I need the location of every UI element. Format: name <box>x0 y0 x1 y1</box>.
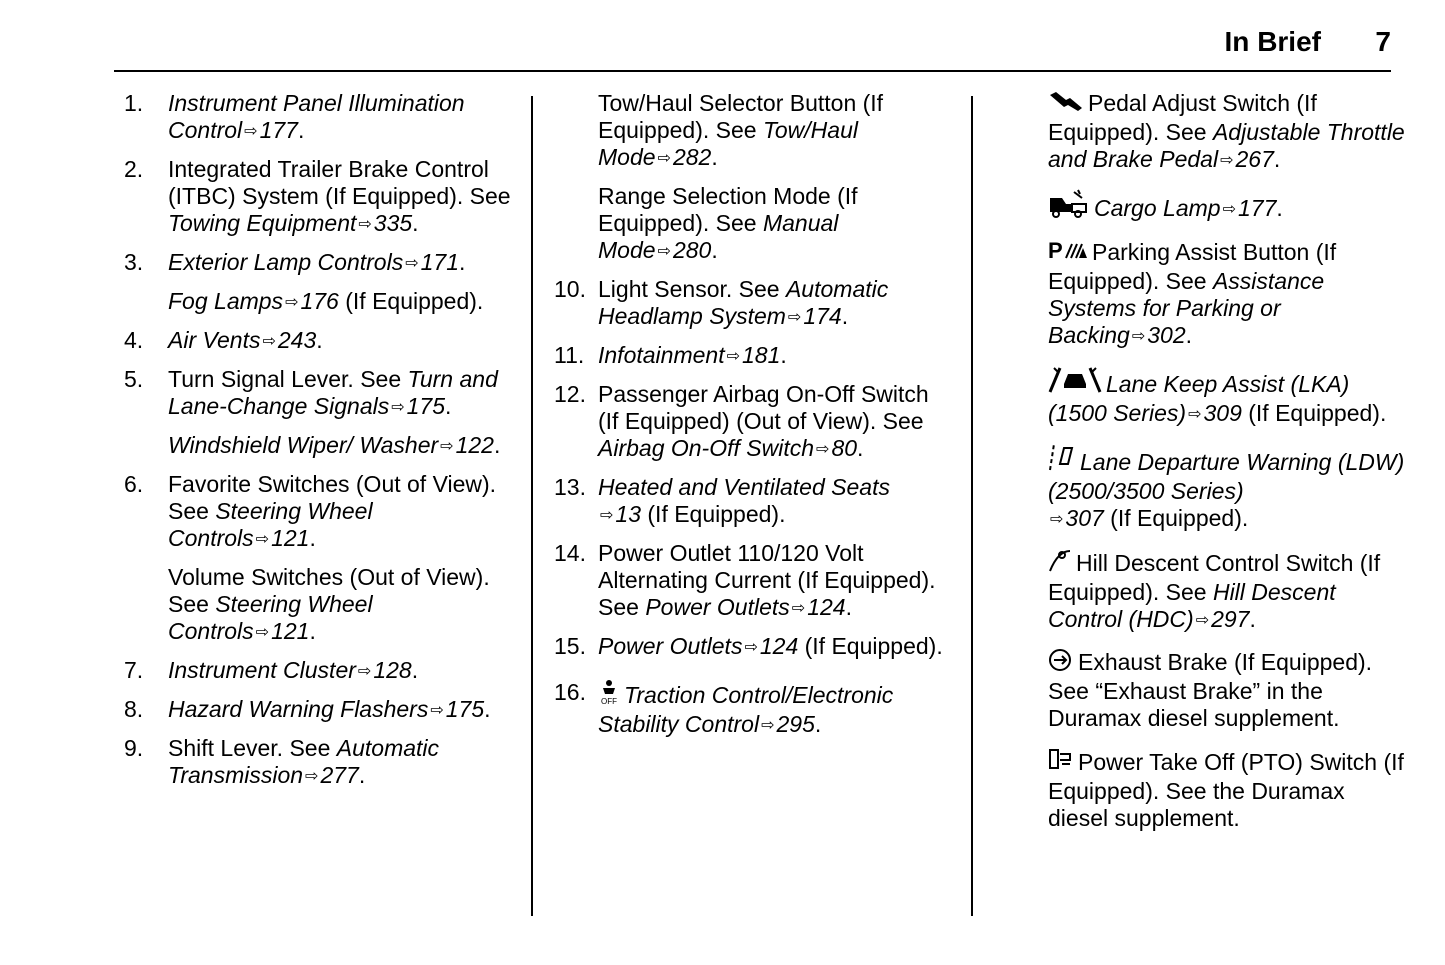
page-arrow-icon: ⇨ <box>1220 152 1234 169</box>
cross-reference[interactable]: Lane Departure Warning (LDW) (2500/3500 Series) <box>1048 449 1405 504</box>
page-arrow-icon: ⇨ <box>600 507 614 524</box>
cross-reference[interactable]: Windshield Wiper/ Washer <box>168 432 439 458</box>
cross-reference[interactable]: Instrument Cluster <box>168 657 356 683</box>
list-item-continuation: Volume Switches (Out of View). See Steering Wheel Controls ⇨121. <box>168 564 490 644</box>
column-2 <box>554 90 954 750</box>
lane-keep-assist-icon <box>1048 364 1102 400</box>
svg-text:OFF: OFF <box>601 697 617 705</box>
list-item: 9. Shift Lever. See Automatic Transmission ⇨277. <box>124 735 440 788</box>
list-item: 2. Integrated Trailer Brake Control (ITBC) System (If Equipped). See Towing Equipment ⇨335. <box>124 156 511 236</box>
page-arrow-icon: ⇨ <box>787 309 802 326</box>
list-item: Power Take Off (PTO) Switch (If Equipped). See the Duramax diesel supplement. <box>1048 746 1408 832</box>
list-item: 4. Air Vents ⇨243. <box>124 327 323 353</box>
page-arrow-icon: ⇨ <box>1131 328 1146 345</box>
list-item: 13. Heated and Ventilated Seats ⇨13 (If Equipped). <box>554 474 890 527</box>
list-item: 15. Power Outlets ⇨124 (If Equipped). <box>554 633 943 659</box>
cross-reference[interactable]: Cargo Lamp <box>1094 195 1221 221</box>
list-item: 10. Light Sensor. See Automatic Headlamp System ⇨174. <box>554 276 889 329</box>
pedal-adjust-icon <box>1048 91 1084 119</box>
list-item: Lane Keep Assist (LKA) (1500 Series) ⇨309 (If Equipped). <box>1048 364 1408 428</box>
cross-reference[interactable]: Traction Control/Electronic Stability Control <box>598 682 894 737</box>
parking-assist-icon <box>1048 238 1088 268</box>
list-item-continuation: Range Selection Mode (If Equipped). See Manual Mode ⇨280. <box>598 183 858 263</box>
cross-reference[interactable]: Airbag On-Off Switch <box>598 435 815 461</box>
page-arrow-icon: ⇨ <box>791 600 806 617</box>
exhaust-brake-icon <box>1048 648 1074 678</box>
page-arrow-icon: ⇨ <box>440 438 454 455</box>
page-arrow-icon: ⇨ <box>726 348 740 365</box>
cross-reference[interactable]: Automatic Headlamp System <box>598 276 889 329</box>
page-arrow-icon: ⇨ <box>244 123 258 140</box>
hill-descent-icon <box>1048 547 1072 579</box>
section-title: In Brief <box>1224 26 1321 57</box>
page-header <box>0 0 1445 72</box>
cross-reference[interactable]: Exterior Lamp Controls <box>168 249 404 275</box>
page-arrow-icon: ⇨ <box>285 294 299 311</box>
cross-reference[interactable]: Automatic Transmission <box>168 735 440 788</box>
page-number: 7 <box>1375 26 1391 57</box>
list-item: 11. Infotainment ⇨181. <box>554 342 787 368</box>
cross-reference[interactable]: Towing Equipment <box>168 210 357 236</box>
page-arrow-icon: ⇨ <box>430 702 444 719</box>
lane-departure-warning-icon <box>1048 442 1076 478</box>
cross-reference[interactable]: Hazard Warning Flashers <box>168 696 429 722</box>
column-divider <box>531 96 533 916</box>
page-arrow-icon: ⇨ <box>262 333 276 350</box>
svg-text:P: P <box>1048 238 1063 262</box>
cross-reference[interactable]: Turn and Lane-Change Signals <box>168 366 498 419</box>
cross-reference[interactable]: Adjustable Throttle and Brake Pedal <box>1048 119 1405 172</box>
page-arrow-icon: ⇨ <box>1195 612 1210 629</box>
page-arrow-icon: ⇨ <box>305 768 319 785</box>
list-item: 1. Instrument Panel Illumination Control ⇨177. <box>124 90 465 143</box>
cross-reference[interactable]: Power Outlets <box>598 633 743 659</box>
list-item: 7. Instrument Cluster ⇨128. <box>124 657 419 683</box>
cross-reference[interactable]: Lane Keep Assist (LKA) (1500 Series) <box>1048 371 1350 426</box>
column-divider <box>971 96 973 916</box>
cross-reference[interactable]: Steering Wheel Controls <box>168 591 373 644</box>
cross-reference[interactable]: Instrument Panel Illumination Control <box>168 90 465 143</box>
cross-reference[interactable]: Assistance Systems for Parking or Backing <box>1048 268 1325 348</box>
page-arrow-icon: ⇨ <box>657 150 671 167</box>
page-arrow-icon: ⇨ <box>405 255 419 272</box>
column-3 <box>1048 90 1408 846</box>
cross-reference[interactable]: Heated and Ventilated Seats <box>598 474 890 500</box>
page-arrow-icon: ⇨ <box>657 243 671 260</box>
page-arrow-icon: ⇨ <box>816 441 830 458</box>
cross-reference[interactable]: Air Vents <box>168 327 261 353</box>
list-item: Cargo Lamp ⇨177. <box>1048 188 1408 224</box>
list-item: Hill Descent Control Switch (If Equipped). See Hill Descent Control (HDC) ⇨297. <box>1048 547 1408 634</box>
cargo-lamp-icon <box>1048 188 1090 224</box>
page-arrow-icon: ⇨ <box>358 216 372 233</box>
cross-reference[interactable]: Fog Lamps <box>168 288 284 314</box>
page-arrow-icon: ⇨ <box>255 531 270 548</box>
traction-control-off-icon <box>598 679 620 711</box>
page-arrow-icon: ⇨ <box>357 663 372 680</box>
list-item: Exhaust Brake (If Equipped). See “Exhaust Brake” in the Duramax diesel supplement. <box>1048 649 1373 731</box>
cross-reference[interactable]: Steering Wheel Controls <box>168 498 373 551</box>
list-item: 12. Passenger Airbag On-Off Switch (If Equipped) (Out of View). See Airbag On-Off Switch ⇨80. <box>554 381 929 461</box>
page-arrow-icon: ⇨ <box>744 639 758 656</box>
cross-reference[interactable]: Hill Descent Control (HDC) <box>1048 579 1336 632</box>
list-item: 14. Power Outlet 110/120 Volt Alternating Current (If Equipped). See Power Outlets ⇨124. <box>554 540 936 620</box>
power-take-off-icon <box>1048 746 1074 778</box>
list-item: Pedal Adjust Switch (If Equipped). See Adjustable Throttle and Brake Pedal ⇨267. <box>1048 90 1405 172</box>
header-rule <box>114 70 1391 72</box>
page-arrow-icon: ⇨ <box>761 717 775 734</box>
page-arrow-icon: ⇨ <box>1222 201 1236 218</box>
list-item-continuation: Fog Lamps ⇨176 (If Equipped). <box>168 288 484 314</box>
cross-reference[interactable]: Infotainment <box>598 342 725 368</box>
cross-reference[interactable]: Power Outlets <box>645 594 790 620</box>
list-item: 5. Turn Signal Lever. See Turn and Lane-Change Signals ⇨175. <box>124 366 498 419</box>
list-item: Lane Departure Warning (LDW) (2500/3500 Series) ⇨307 (If Equipped). <box>1048 442 1408 533</box>
cross-reference[interactable]: Tow/Haul Mode <box>598 117 858 170</box>
list-item: 16. OFF Traction Control/Electronic Stability Control ⇨295. <box>554 679 894 737</box>
page-arrow-icon: ⇨ <box>255 624 270 641</box>
list-item-continuation: Windshield Wiper/ Washer ⇨122. <box>168 432 501 458</box>
page-arrow-icon: ⇨ <box>391 399 405 416</box>
list-item: 3. Exterior Lamp Controls ⇨171. <box>124 249 466 275</box>
page-arrow-icon: ⇨ <box>1188 406 1202 423</box>
list-item-continuation: Tow/Haul Selector Button (If Equipped). See Tow/Haul Mode ⇨282. <box>598 90 884 170</box>
column-1 <box>124 90 520 801</box>
cross-reference[interactable]: Manual Mode <box>598 210 839 263</box>
page-arrow-icon: ⇨ <box>1050 511 1064 528</box>
list-item: P Parking Assist Button (If Equipped). See Assistance Systems for Parking or Backing ⇨302. <box>1048 238 1337 348</box>
list-item: 8. Hazard Warning Flashers ⇨175. <box>124 696 491 722</box>
list-item: 6. Favorite Switches (Out of View). See Steering Wheel Controls ⇨121. <box>124 471 497 551</box>
